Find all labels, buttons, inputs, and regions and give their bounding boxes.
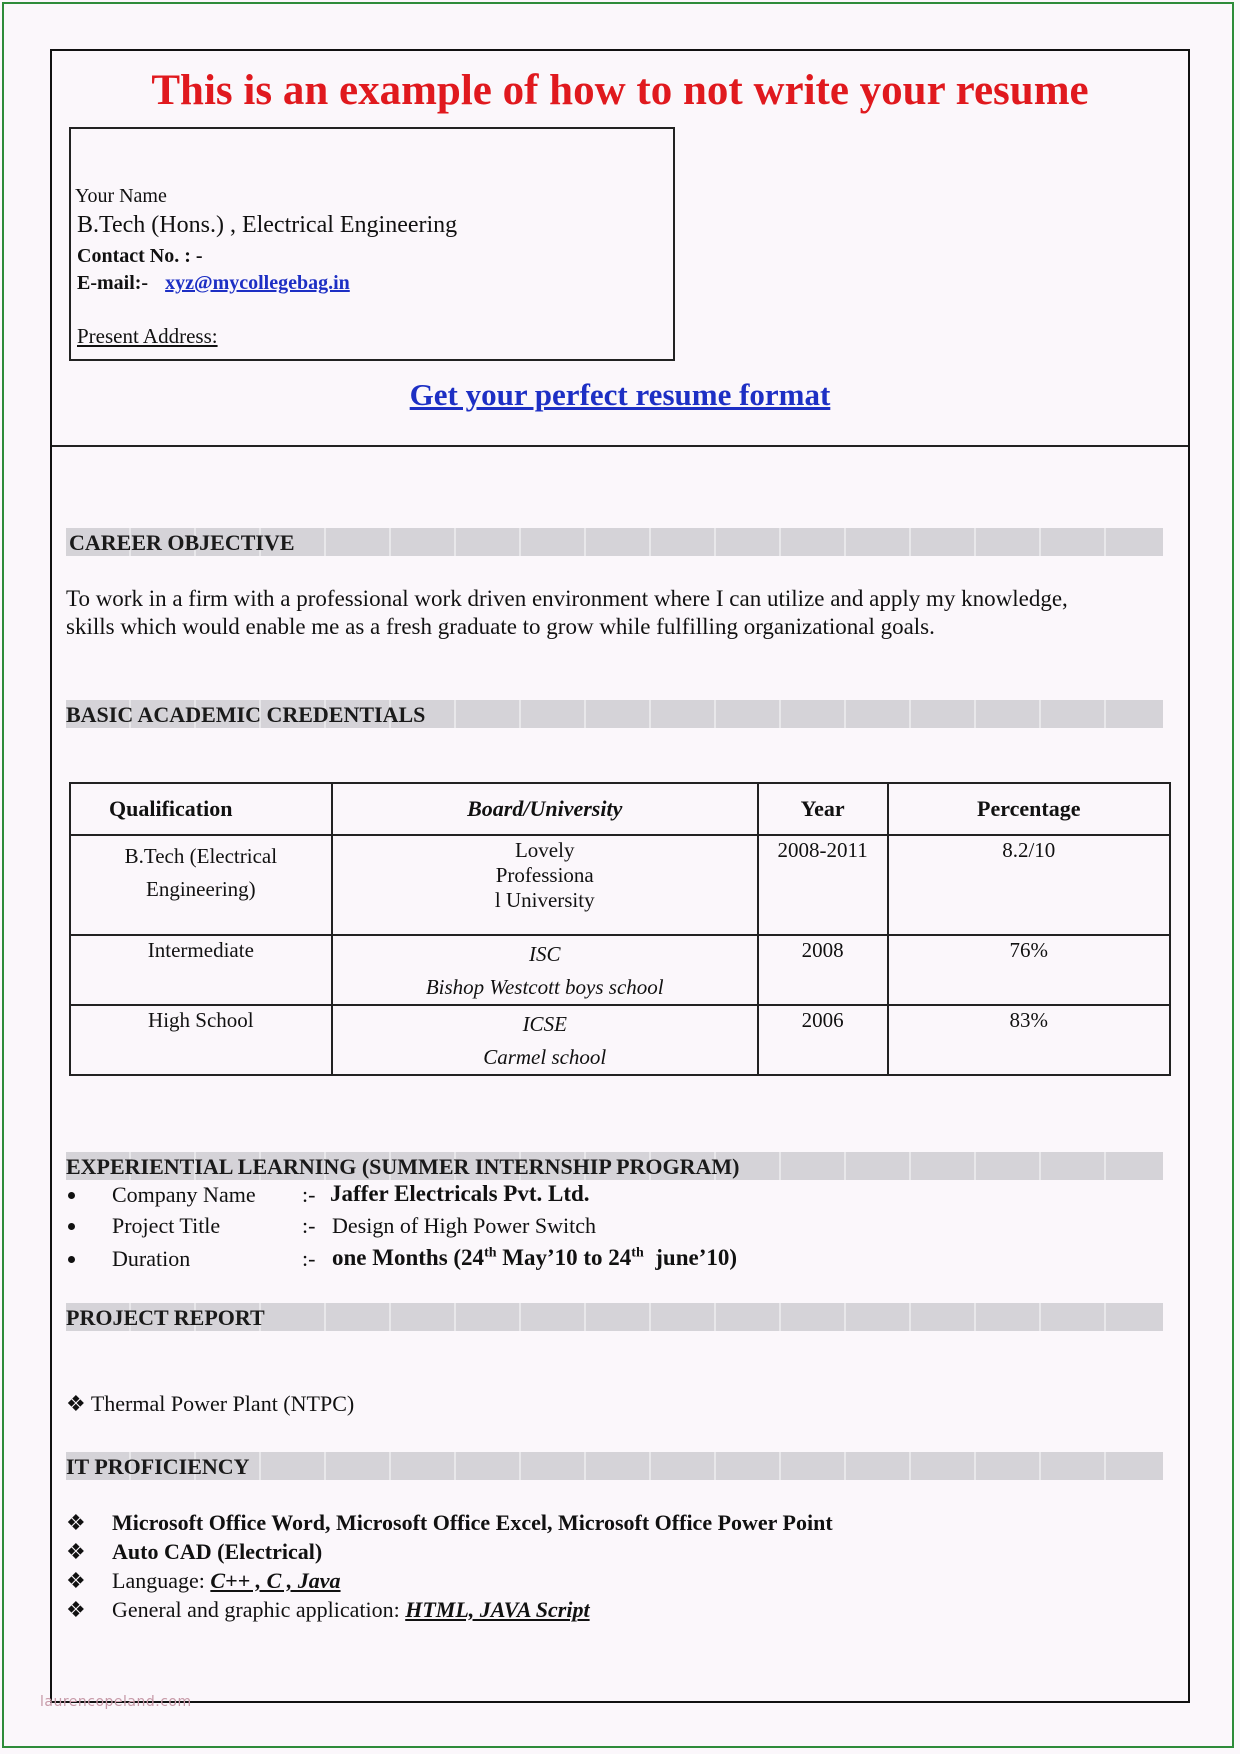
duration-value — [332, 1245, 737, 1271]
it-item-autocad: Auto CAD (Electrical) — [112, 1539, 323, 1564]
duration-sup: th — [484, 1245, 497, 1261]
internship-heading: EXPERIENTIAL LEARNING (SUMMER INTERNSHIP PROGRAM) — [66, 1154, 740, 1179]
bullet-dot-icon — [68, 1256, 75, 1263]
it-proficiency-heading: IT PROFICIENCY — [66, 1454, 250, 1479]
percentage-cell — [888, 835, 1170, 935]
project-title-label: Project Title — [112, 1213, 221, 1238]
year-cell — [758, 1005, 888, 1075]
table-row — [70, 1005, 1170, 1075]
project-title-sep: :- — [302, 1213, 316, 1238]
project-report-item — [66, 1391, 354, 1417]
diamond-bullet-icon: ❖ — [66, 1597, 86, 1622]
language-label: Language: — [112, 1568, 211, 1593]
language-value: C++ , C , Java — [210, 1568, 341, 1593]
career-objective-line2: skills which would enable me as a fresh graduate to grow while fulfilling organizational goals. — [66, 614, 935, 639]
board-cell — [332, 1005, 758, 1075]
internship-bar — [66, 1152, 1163, 1180]
project-report-heading: PROJECT REPORT — [66, 1305, 265, 1330]
board-text: Professiona — [495, 863, 594, 887]
year-text: 2006 — [801, 1008, 844, 1032]
year-cell — [758, 935, 888, 1005]
company-value: Jaffer Electricals Pvt. Ltd. — [330, 1181, 590, 1206]
board-text: ISC — [528, 942, 561, 966]
it-item-general — [112, 1597, 590, 1623]
percentage-text: 76% — [1009, 938, 1049, 962]
duration-part: May’10 to 24 — [496, 1245, 632, 1270]
table-header-row — [70, 783, 1170, 835]
qualification-text: Engineering) — [146, 877, 256, 901]
board-text: Carmel school — [483, 1045, 607, 1069]
year-cell — [758, 835, 888, 935]
career-objective-heading: CAREER OBJECTIVE — [69, 530, 295, 555]
career-objective-bar — [66, 528, 1163, 556]
board-text: ICSE — [522, 1012, 567, 1036]
degree-text: B.Tech (Hons.) , Electrical Engineering — [77, 212, 458, 238]
project-title-value: Design of High Power Switch — [332, 1213, 596, 1238]
column-header-board: Board/University — [332, 783, 758, 835]
duration-sep: :- — [302, 1246, 316, 1271]
percentage-cell — [888, 935, 1170, 1005]
name-text: Your Name — [75, 185, 167, 207]
academic-credentials-heading: BASIC ACADEMIC CREDENTIALS — [66, 702, 426, 727]
qualification-text: B.Tech (Electrical — [124, 844, 278, 868]
present-address-label: Present Address: — [77, 324, 218, 348]
qualification-cell — [70, 935, 332, 1005]
year-text: 2008 — [801, 938, 844, 962]
bullet-dot-icon — [68, 1192, 75, 1199]
board-text: Lovely — [514, 838, 575, 862]
academic-credentials-bar — [66, 700, 1163, 728]
email-link[interactable]: xyz@mycollegebag.in — [165, 272, 350, 294]
it-item-language — [112, 1568, 341, 1594]
contact-box — [69, 127, 675, 361]
diamond-bullet-icon: ❖ — [66, 1510, 86, 1535]
resume-format-link-text[interactable]: Get your perfect resume format — [409, 377, 831, 412]
email-row — [77, 272, 350, 295]
board-text: l University — [494, 888, 595, 912]
diamond-bullet-icon: ❖ — [66, 1568, 86, 1593]
duration-part: june’10) — [643, 1245, 738, 1270]
percentage-text: 8.2/10 — [1002, 838, 1056, 862]
duration-sup: th — [631, 1245, 644, 1261]
column-header-percentage: Percentage — [888, 783, 1170, 835]
email-label: E-mail:- — [77, 272, 149, 294]
header-divider — [52, 445, 1188, 447]
qualification-cell — [70, 1005, 332, 1075]
contact-number-label: Contact No. : - — [77, 245, 203, 267]
career-objective-line1: To work in a firm with a professional work driven environment where I can utilize and apply my knowledge, — [66, 586, 1068, 611]
column-header-qualification: Qualification — [70, 783, 332, 835]
diamond-bullet-icon: ❖ — [66, 1391, 86, 1416]
board-text: Bishop Westcott boys school — [425, 975, 664, 999]
qualification-cell — [70, 835, 332, 935]
academic-table — [69, 782, 1171, 1076]
qualification-text: High School — [148, 1008, 254, 1032]
company-sep: :- — [302, 1182, 316, 1207]
percentage-text: 83% — [1009, 1008, 1049, 1032]
bullet-dot-icon — [68, 1223, 75, 1230]
year-text: 2008-2011 — [777, 838, 868, 862]
project-report-bar — [66, 1303, 1163, 1331]
column-header-year: Year — [758, 783, 888, 835]
duration-label: Duration — [112, 1246, 191, 1271]
page-title: This is an example of how to not write your resume — [151, 67, 1089, 114]
table-row — [70, 935, 1170, 1005]
diamond-bullet-icon: ❖ — [66, 1539, 86, 1564]
resume-format-link[interactable] — [52, 377, 1188, 413]
it-item-office: Microsoft Office Word, Microsoft Office Excel, Microsoft Office Power Point — [112, 1510, 833, 1535]
project-report-text: Thermal Power Plant (NTPC) — [90, 1391, 355, 1416]
watermark: laurencopeland.com — [40, 1694, 192, 1710]
general-value: HTML, JAVA Script — [405, 1597, 590, 1622]
table-row — [70, 835, 1170, 935]
percentage-cell — [888, 1005, 1170, 1075]
it-proficiency-bar — [66, 1452, 1163, 1480]
qualification-text: Intermediate — [147, 938, 254, 962]
company-label: Company Name — [112, 1182, 256, 1207]
general-label: General and graphic application: — [112, 1597, 406, 1622]
board-cell — [332, 835, 758, 935]
board-cell — [332, 935, 758, 1005]
duration-part: one Months (24 — [332, 1245, 485, 1270]
